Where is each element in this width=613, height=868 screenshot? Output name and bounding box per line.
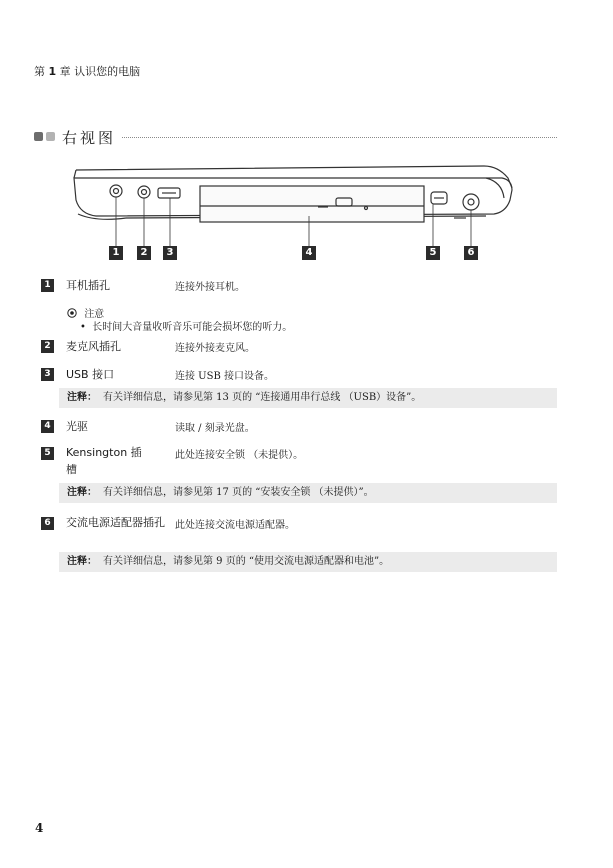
- laptop-right-side-illustration: [66, 156, 518, 248]
- section-heading: [34, 128, 557, 146]
- item-number-2: 2: [41, 340, 54, 353]
- section-marker-light: [46, 132, 55, 141]
- chapter-header: [34, 63, 140, 79]
- note-label: 注释：: [67, 487, 97, 498]
- note-box-lock: [59, 483, 557, 503]
- note-text-lock: 有关详细信息，请参见第 17 页的 “安装安全锁 （未提供）”。: [103, 487, 374, 498]
- bullet-icon: •: [80, 322, 93, 333]
- item-desc-microphone-jack: 连接外接麦克风。: [175, 343, 255, 354]
- item-number-1: 1: [41, 279, 54, 292]
- note-box-power: [59, 552, 557, 572]
- item-desc-usb-port: 连接 USB 接口设备。: [175, 371, 274, 382]
- callout-4: 4: [302, 246, 316, 260]
- page-number: 4: [35, 821, 44, 835]
- item-term-optical-drive: 光驱: [66, 420, 88, 433]
- item-desc-optical-drive: 读取 / 刻录光盘。: [175, 423, 255, 434]
- item-term-usb-port: USB 接口: [66, 368, 115, 381]
- section-marker-dark: [34, 132, 43, 141]
- item-term-microphone-jack: 麦克风插孔: [66, 340, 121, 353]
- item-desc-kensington-slot: 此处连接安全锁 （未提供）。: [175, 450, 304, 461]
- chapter-title: 章 认识您的电脑: [59, 65, 141, 78]
- section-title: 右视图: [62, 129, 117, 147]
- item-number-5: 5: [41, 447, 54, 460]
- item-term-headphone-jack: 耳机插孔: [66, 279, 110, 292]
- item-desc-power-jack: 此处连接交流电源适配器。: [175, 520, 295, 531]
- item-term-power-jack: 交流电源适配器插孔: [66, 516, 165, 529]
- item-number-4: 4: [41, 420, 54, 433]
- item-term-kensington-slot: Kensington 插槽: [66, 446, 142, 476]
- callout-6: 6: [464, 246, 478, 260]
- attention-bullet-text: 长时间大音量收听音乐可能会损坏您的听力。: [92, 322, 293, 333]
- callout-3: 3: [163, 246, 177, 260]
- note-label: 注释：: [67, 392, 97, 403]
- chapter-prefix: 第: [34, 65, 45, 78]
- callout-5: 5: [426, 246, 440, 260]
- attention-bullet: [80, 318, 292, 333]
- note-box-usb: [59, 388, 557, 408]
- item-desc-headphone-jack: 连接外接耳机。: [175, 282, 245, 293]
- attention-icon: [67, 308, 77, 318]
- chapter-number: 1: [48, 65, 57, 78]
- attention-heading-text: 注意: [84, 309, 105, 320]
- note-label: 注释：: [67, 556, 97, 567]
- note-text-usb: 有关详细信息，请参见第 13 页的 “连接通用串行总线 （USB）设备”。: [103, 392, 422, 403]
- section-divider: [122, 137, 557, 138]
- callout-1: 1: [109, 246, 123, 260]
- callout-2: 2: [137, 246, 151, 260]
- item-number-3: 3: [41, 368, 54, 381]
- note-text-power: 有关详细信息，请参见第 9 页的 “使用交流电源适配器和电池”。: [103, 556, 390, 567]
- item-number-6: 6: [41, 517, 54, 530]
